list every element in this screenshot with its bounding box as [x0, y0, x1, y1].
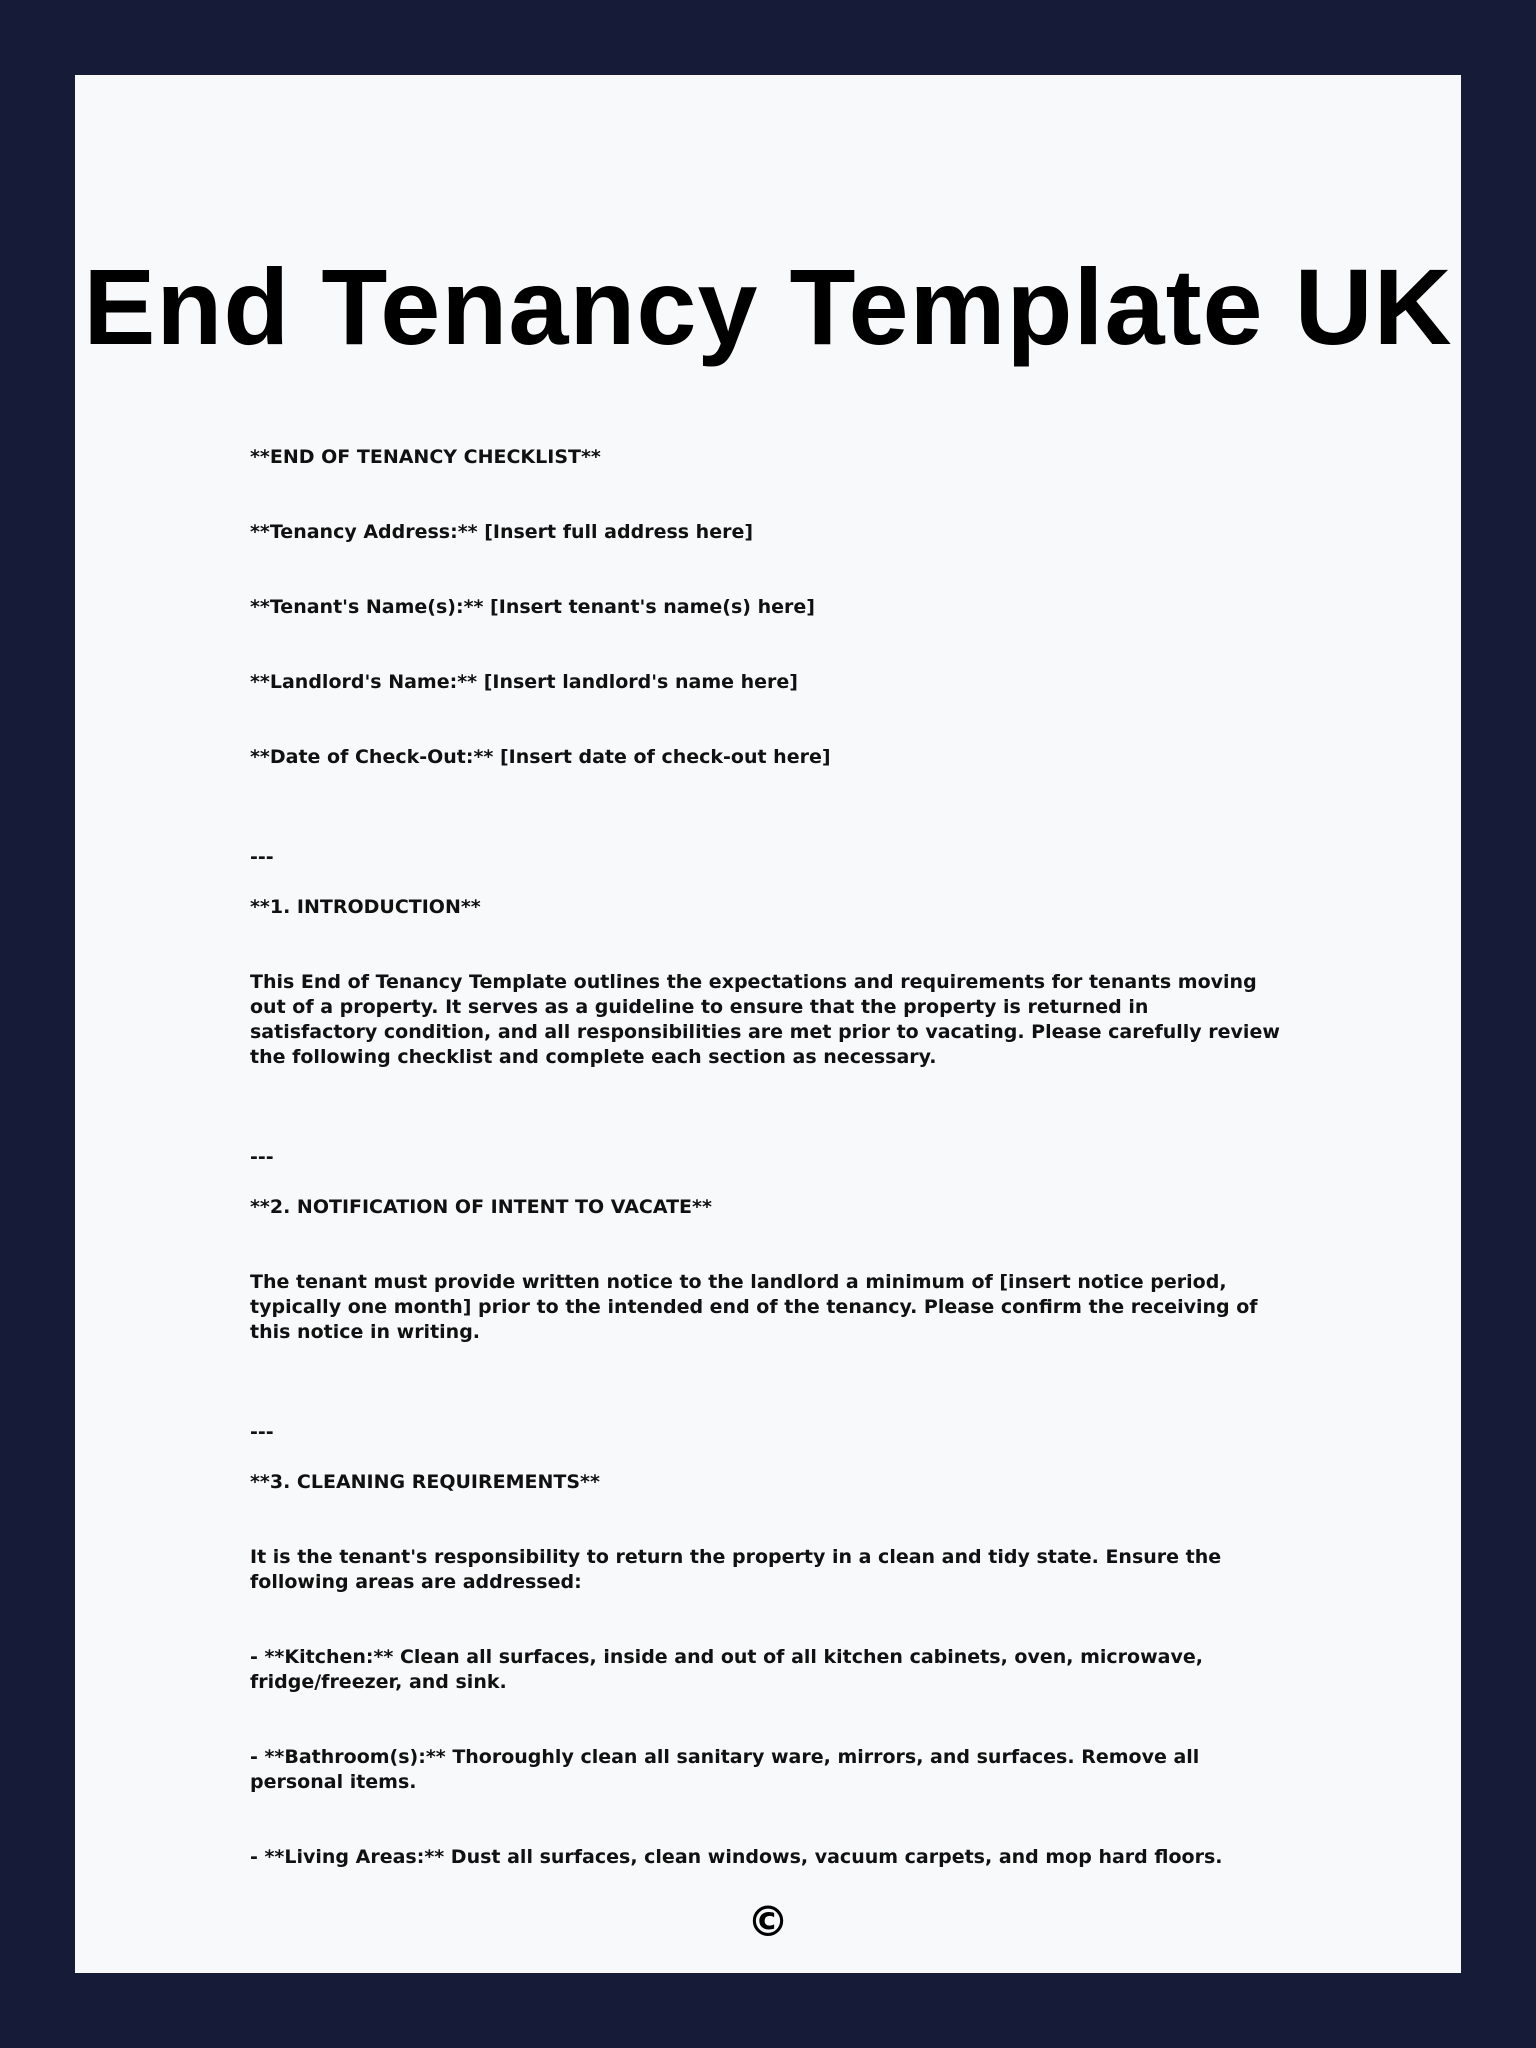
document-page: [75, 75, 1461, 1973]
list-item-bathrooms: - **Bathroom(s):** Thoroughly clean all sanitary ware, mirrors, and surfaces. Remove all personal items.: [250, 1746, 1206, 1793]
section-heading-cleaning: **3. CLEANING REQUIREMENTS**: [250, 1471, 600, 1493]
field-tenancy-address: **Tenancy Address:** [Insert full address here]: [250, 521, 754, 543]
document-body: [250, 445, 1287, 1870]
field-checkout-date: **Date of Check-Out:** [Insert date of check-out here]: [250, 746, 831, 768]
section-body-cleaning: It is the tenant's responsibility to return the property in a clean and tidy state. Ensure the following areas are addressed:: [250, 1546, 1228, 1593]
list-item-living-areas: - **Living Areas:** Dust all surfaces, clean windows, vacuum carpets, and mop hard floors.: [250, 1846, 1223, 1868]
section-separator: ---: [250, 846, 274, 868]
section-separator: ---: [250, 1421, 274, 1443]
section-body-notification: The tenant must provide written notice to the landlord a minimum of [insert notice period, typically one month] prior to the intended end of the tenancy. Please confirm the receiving of this notice in writing.: [250, 1271, 1265, 1343]
document-title: End Tenancy Template UK: [83, 246, 1453, 367]
section-heading-notification: **2. NOTIFICATION OF INTENT TO VACATE**: [250, 1196, 712, 1218]
section-separator: ---: [250, 1146, 274, 1168]
field-tenant-names: **Tenant's Name(s):** [Insert tenant's name(s) here]: [250, 596, 815, 618]
checklist-heading: **END OF TENANCY CHECKLIST**: [250, 446, 601, 468]
list-item-kitchen: - **Kitchen:** Clean all surfaces, inside and out of all kitchen cabinets, oven, microwave, fridge/freezer, and sink.: [250, 1646, 1210, 1693]
field-landlord-name: **Landlord's Name:** [Insert landlord's name here]: [250, 671, 798, 693]
copyright-icon: ©: [747, 1897, 789, 1946]
section-body-introduction: This End of Tenancy Template outlines the expectations and requirements for tenants moving out of a property. It serves as a guideline to ensure that the property is returned in satisfactory condition, and all responsibilities are met prior to vacating. Please carefully review the following checklist and complete each section as necessary.: [250, 971, 1287, 1068]
section-heading-introduction: **1. INTRODUCTION**: [250, 896, 481, 918]
